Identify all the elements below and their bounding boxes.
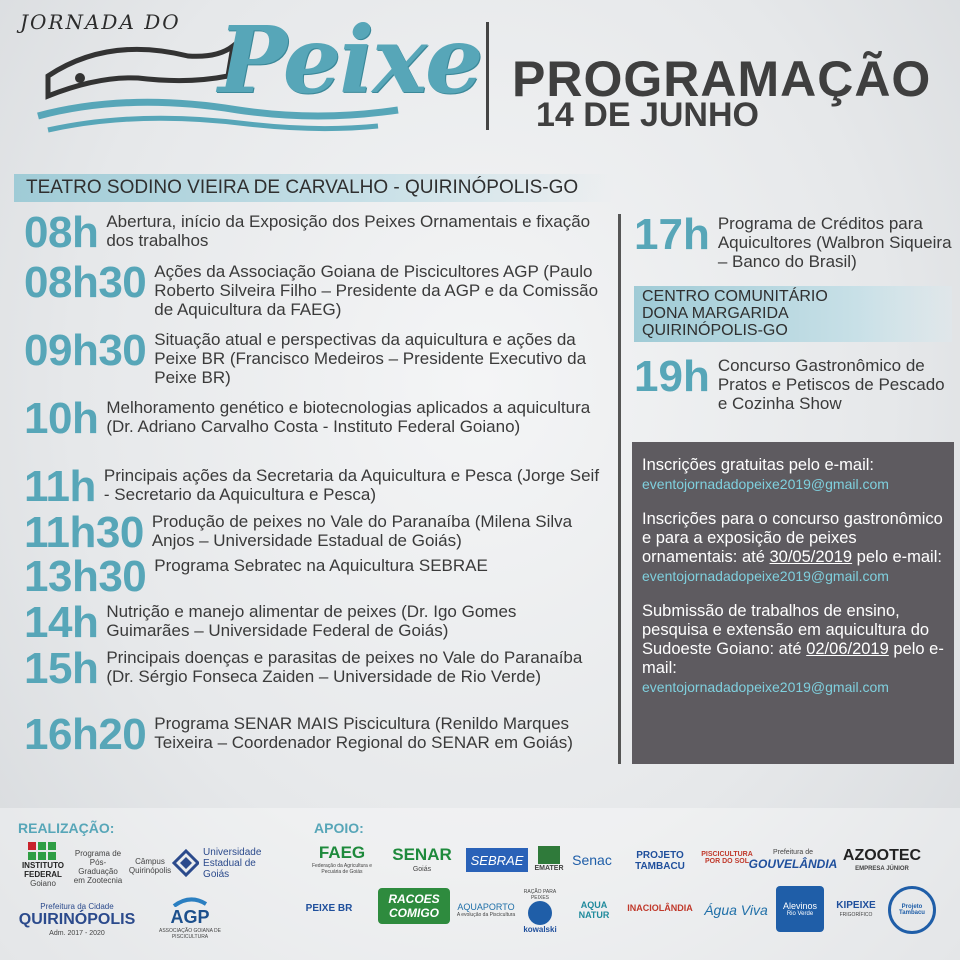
if-goiano-logo: INSTITUTO FEDERAL Goiano (18, 842, 68, 888)
schedule-desc: Nutrição e manejo alimentar de peixes (Dr. Igo Gomes Guimarães – Universidade Federal de Goiás) (106, 602, 517, 640)
schedule-desc: Programa de Créditos para Aquicultores (Walbron Siqueira – Banco do Brasil) (717, 214, 952, 271)
sponsor-kipeixe-logo: KIPEIXE FRIGORÍFICO (836, 900, 876, 918)
schedule-time: 11h30 (24, 508, 144, 557)
sponsor-tambacu-logo: PROJETO TAMBACU (635, 850, 685, 872)
centro-banner (634, 286, 952, 342)
agp-logo: AGP ASSOCIAÇÃO GOIANA DE PISCICULTURA (150, 894, 230, 940)
sponsor-emater-logo: EMATER (534, 842, 564, 876)
registration-info-box (632, 442, 954, 764)
email-link[interactable]: eventojornadadopeixe2019@gmail.com (642, 679, 889, 695)
sponsor-kowalski-logo: RAÇÃO PARA PEIXES kowalski (523, 888, 557, 934)
schedule-desc: Programa Sebratec na Aquicultura SEBRAE (154, 556, 488, 575)
sponsor-alevinos-logo: Alevinos Rio Verde (776, 886, 824, 932)
venue-banner: TEATRO SODINO VIEIRA DE CARVALHO - QUIRINÓPOLIS-GO (14, 174, 614, 202)
info-p3: Submissão de trabalhos de ensino, pesquisa e extensão em aquicultura do Sudoeste Goiano: até 02/06/2019 pelo e-mail: (642, 602, 944, 677)
event-date: 14 DE JUNHO (536, 96, 759, 134)
sponsor-faeg-logo: FAEG Federação da Agricultura e Pecuária de Goiás (311, 843, 373, 875)
schedule-item (24, 598, 604, 647)
emater-icon (538, 846, 560, 864)
info-p1: Inscrições gratuitas pelo e-mail: (642, 456, 875, 474)
header-divider (486, 22, 489, 130)
schedule-item (24, 326, 604, 387)
schedule-item-17h (634, 210, 954, 271)
deadline-date: 02/06/2019 (806, 640, 889, 658)
schedule-time: 14h (24, 598, 99, 647)
event-logo (18, 6, 482, 136)
schedule-item-19h (634, 352, 954, 413)
schedule-time: 16h20 (24, 710, 147, 759)
schedule-item (24, 552, 604, 601)
realizacao-label: REALIZAÇÃO: (18, 820, 115, 836)
column-divider (618, 214, 621, 764)
centro-line: CENTRO COMUNITÁRIO (642, 288, 828, 305)
schedule-desc: Melhoramento genético e biotecnologias aplicados a aquicultura (Dr. Adriano Carvalho Costa - Instituto Federal Goiano) (106, 398, 591, 436)
schedule-time: 19h (634, 352, 710, 401)
ueg-logo: Universidade Estadual de Goiás (172, 846, 282, 880)
page-title: PROGRAMAÇÃO (512, 51, 932, 107)
info-p2: Inscrições para o concurso gastronômico e para a exposição de peixes ornamentais: até 30/05/2019 pelo e-mail: (642, 510, 943, 566)
deadline-date: 30/05/2019 (769, 548, 853, 566)
schedule-desc: Principais doenças e parasitas de peixes no Vale do Paranaíba (Dr. Sérgio Fonseca Zaiden – Universidade de Rio Verde) (106, 648, 583, 686)
schedule-time: 17h (634, 210, 710, 259)
prefeitura-quirinopolis-logo: Prefeitura da Cidade QUIRINÓPOLIS Adm. 2017 - 2020 (18, 902, 136, 937)
kowalski-icon (528, 901, 552, 925)
schedule-item (24, 258, 604, 319)
schedule-time: 09h30 (24, 326, 147, 375)
sponsor-senac-logo: Senac (572, 852, 612, 868)
campus-logo: Câmpus Quirinópolis (128, 857, 172, 875)
schedule-time: 08h30 (24, 258, 147, 307)
schedule-item (24, 644, 604, 693)
schedule-time: 10h (24, 394, 99, 443)
sponsor-aqua-natur-logo: AQUA NATUR (578, 900, 610, 920)
schedule-desc: Concurso Gastronômico de Pratos e Petiscos de Pescado e Cozinha Show (717, 356, 945, 413)
if-grid-icon (28, 842, 58, 861)
schedule-desc: Ações da Associação Goiana de Piscicultores AGP (Paulo Roberto Silveira Filho – Presidente da AGP e da Comissão de Aquicultura da FAEG) (154, 262, 599, 319)
schedule-time: 11h (24, 462, 96, 511)
schedule-item (24, 462, 604, 511)
centro-line: QUIRINÓPOLIS-GO (642, 322, 788, 339)
sponsor-senar-logo: SENAR Goiás (392, 844, 452, 873)
schedule-time: 08h (24, 208, 99, 257)
schedule-desc: Produção de peixes no Vale do Paranaíba (Milena Silva Anjos – Universidade Estadual de Goiás) (151, 512, 573, 550)
sponsor-aquaporto-logo: AQUAPORTO A evolução da Piscicultura (456, 902, 516, 918)
schedule-desc: Abertura, início da Exposição dos Peixes Ornamentais e fixação dos trabalhos (106, 212, 591, 250)
sponsor-projeto-tambacu-seal-logo: Projeto Tambacu (888, 886, 936, 934)
centro-line: DONA MARGARIDA (642, 305, 789, 322)
email-link[interactable]: eventojornadadopeixe2019@gmail.com (642, 476, 889, 492)
schedule-item (24, 208, 604, 257)
sponsors-footer (0, 808, 960, 960)
schedule-desc: Programa SENAR MAIS Piscicultura (Renildo Marques Teixeira – Coordenador Regional do SENAR em Goiás) (154, 714, 573, 752)
schedule-item (24, 508, 604, 557)
schedule-time: 13h30 (24, 552, 147, 601)
schedule-time: 15h (24, 644, 99, 693)
logo-peixe-text: Peixe (218, 6, 482, 114)
email-link[interactable]: eventojornadadopeixe2019@gmail.com (642, 568, 889, 584)
sponsor-inaciolandia-logo: INACIOLÂNDIA (627, 903, 693, 913)
sponsor-gouvelandia-logo: Prefeitura de GOUVELÂNDIA (748, 848, 838, 871)
apoio-label: APOIO: (314, 820, 364, 836)
sponsor-sebrae-logo: SEBRAE (466, 848, 528, 872)
sponsor-agua-viva-logo: Água Viva (704, 902, 768, 918)
sponsor-azootec-logo: AZOOTEC EMPRESA JÚNIOR (842, 846, 922, 872)
schedule-desc: Situação atual e perspectivas da aquicultura e ações da Peixe BR (Francisco Medeiros – Presidente Executivo da Peixe BR) (154, 330, 587, 387)
schedule-item (24, 394, 604, 443)
ueg-diamond-icon (172, 849, 199, 877)
logo-jornada-text: JORNADA DO (20, 10, 181, 34)
pos-graduacao-logo: Programa de Pós-Graduação em Zootecnia (73, 849, 123, 885)
agp-fish-icon (170, 894, 210, 907)
sponsor-peixebr-logo: PEIXE BR (305, 902, 353, 914)
sponsor-por-do-sol-logo: PISCICULTURA POR DO SOL (701, 851, 753, 865)
schedule-item (24, 710, 604, 759)
schedule-desc: Principais ações da Secretaria da Aquicultura e Pesca (Jorge Seif - Secretario da Aquicultura e Pesca) (103, 466, 600, 504)
sponsor-racoes-comigo-logo: RACOES COMIGO (378, 888, 450, 924)
